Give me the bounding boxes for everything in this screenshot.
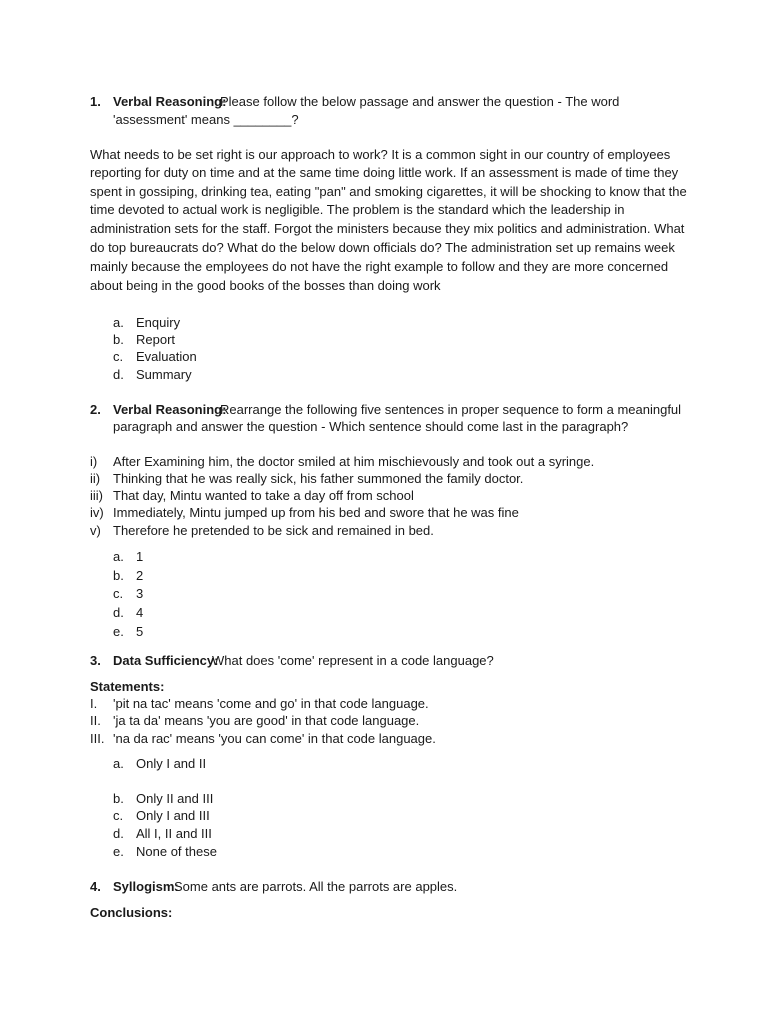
statement-text: 'pit na tac' means 'come and go' in that code language. bbox=[113, 696, 429, 711]
statements-heading: Statements: bbox=[90, 679, 165, 694]
sentence-text: After Examining him, the doctor smiled at him mischievously and took out a syringe. bbox=[113, 454, 595, 469]
sentence-text: Therefore he pretended to be sick and remained in bed. bbox=[113, 523, 434, 538]
option-marker: e. bbox=[113, 624, 124, 639]
statement-text: 'na da rac' means 'you can come' in that code language. bbox=[113, 731, 436, 746]
passage-line: time devoted to actual work is negligible. The problem is the standard which the leadership in bbox=[90, 202, 625, 217]
option-text: 5 bbox=[136, 624, 144, 639]
option-marker: d. bbox=[113, 605, 124, 620]
question-prompt-continued: paragraph and answer the question - Which sentence should come last in the paragraph? bbox=[113, 419, 629, 434]
sentence-marker: i) bbox=[90, 454, 98, 469]
option-marker: a. bbox=[113, 756, 124, 771]
option-text: All I, II and III bbox=[136, 826, 212, 841]
option-marker: b. bbox=[113, 568, 124, 583]
conclusions-heading: Conclusions: bbox=[90, 905, 173, 920]
option-marker: e. bbox=[113, 844, 124, 859]
question-number: 1. bbox=[90, 94, 101, 109]
option-text: Summary bbox=[136, 367, 192, 382]
option-marker: c. bbox=[113, 586, 124, 601]
statement-marker: I. bbox=[90, 696, 98, 711]
passage-line: mainly because the employees do not have the right example to follow and they are more concerned bbox=[90, 259, 669, 274]
option-marker: a. bbox=[113, 315, 124, 330]
passage-line: What needs to be set right is our approach to work? It is a common sight in our country of employees bbox=[90, 147, 671, 162]
option-text: Only I and II bbox=[136, 756, 207, 771]
option-marker: d. bbox=[113, 826, 124, 841]
option-text: 1 bbox=[136, 549, 144, 564]
question-heading: Verbal Reasoning: bbox=[113, 94, 227, 109]
option-marker: c. bbox=[113, 808, 124, 823]
sentence-text: Immediately, Mintu jumped up from his bed and swore that he was fine bbox=[113, 505, 519, 520]
question-heading: Syllogism: bbox=[113, 879, 179, 894]
option-text: None of these bbox=[136, 844, 217, 859]
statement-text: 'ja ta da' means 'you are good' in that code language. bbox=[113, 713, 420, 728]
sentence-text: Thinking that he was really sick, his father summoned the family doctor. bbox=[113, 471, 524, 486]
question-prompt: Rearrange the following five sentences in proper sequence to form a meaningful bbox=[220, 402, 682, 417]
option-text: Enquiry bbox=[136, 315, 181, 330]
question-number: 3. bbox=[90, 653, 101, 668]
question-number: 4. bbox=[90, 879, 101, 894]
option-text: 2 bbox=[136, 568, 144, 583]
option-text: Only II and III bbox=[136, 791, 214, 806]
passage-line: about being in the good books of the bosses than doing work bbox=[90, 278, 441, 293]
sentence-marker: ii) bbox=[90, 471, 101, 486]
passage-line: do top bureaucrats do? What do the below down officials do? The administration set up remains week bbox=[90, 240, 675, 255]
option-marker: b. bbox=[113, 791, 124, 806]
question-prompt: Some ants are parrots. All the parrots are apples. bbox=[174, 879, 458, 894]
question-prompt: Please follow the below passage and answer the question - The word bbox=[220, 94, 620, 109]
option-marker: d. bbox=[113, 367, 124, 382]
statement-marker: II. bbox=[90, 713, 101, 728]
option-text: Only I and III bbox=[136, 808, 210, 823]
option-text: 4 bbox=[136, 605, 144, 620]
passage-line: reporting for duty on time and at the same time doing little work. If an assessment is made of time they bbox=[90, 165, 679, 180]
passage-line: administration sets for the staff. Forgot the ministers because they mix politics and administration. What bbox=[90, 221, 685, 236]
sentence-marker: iii) bbox=[90, 488, 103, 503]
sentence-marker: v) bbox=[90, 523, 101, 538]
option-text: Report bbox=[136, 332, 176, 347]
option-text: Evaluation bbox=[136, 349, 197, 364]
question-number: 2. bbox=[90, 402, 101, 417]
question-prompt-continued: 'assessment' means ________? bbox=[113, 112, 299, 127]
passage-line: spent in gossiping, drinking tea, eating "pan" and smoking cigarettes, it will be shocking to know that the bbox=[90, 184, 687, 199]
sentence-marker: iv) bbox=[90, 505, 104, 520]
option-marker: b. bbox=[113, 332, 124, 347]
question-prompt: What does 'come' represent in a code language? bbox=[212, 653, 494, 668]
sentence-text: That day, Mintu wanted to take a day off from school bbox=[113, 488, 414, 503]
option-text: 3 bbox=[136, 586, 144, 601]
question-heading: Verbal Reasoning: bbox=[113, 402, 227, 417]
statement-marker: III. bbox=[90, 731, 105, 746]
option-marker: a. bbox=[113, 549, 124, 564]
option-marker: c. bbox=[113, 349, 124, 364]
question-heading: Data Sufficiency: bbox=[113, 653, 219, 668]
